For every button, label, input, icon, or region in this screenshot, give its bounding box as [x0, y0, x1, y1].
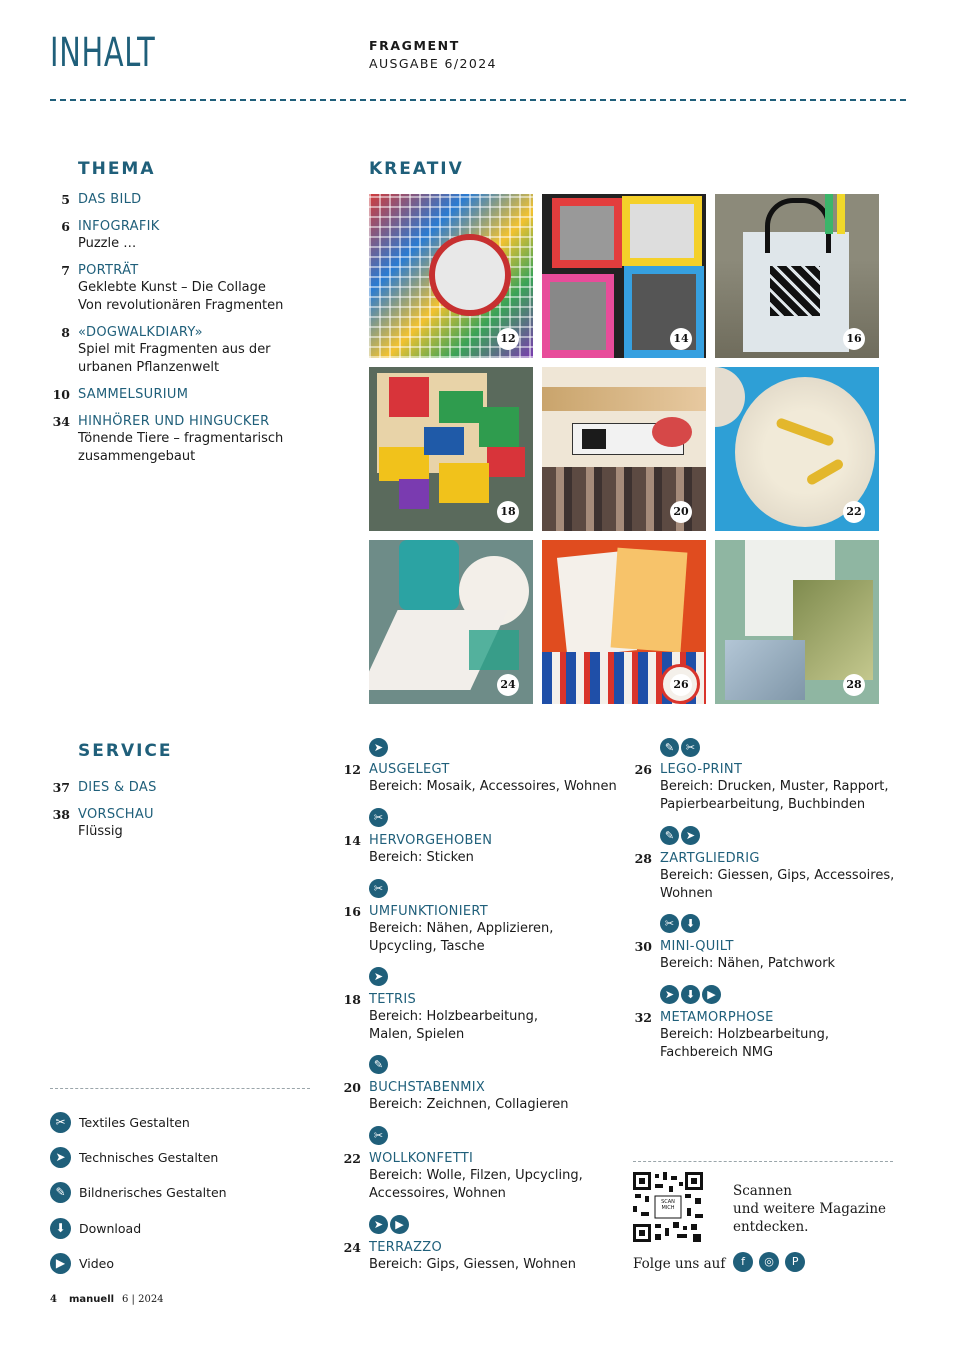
entry-subtitle: Geklebte Kunst – Die Collage: [78, 280, 266, 295]
toc-entry[interactable]: [61, 262, 284, 315]
thumb-mosaic[interactable]: [369, 194, 533, 358]
project-icons: [369, 1054, 390, 1074]
thema-heading: THEMA: [78, 159, 156, 179]
thumb-letter-collage[interactable]: [542, 367, 706, 531]
entry-subtitle: Malen, Spielen: [369, 1027, 465, 1042]
entry-title: METAMORPHOSE: [660, 1010, 774, 1025]
facebook-icon[interactable]: f: [733, 1252, 753, 1272]
project-entry[interactable]: [634, 1009, 830, 1062]
video-icon: ▶: [390, 1215, 409, 1234]
page-number: 5: [61, 192, 70, 207]
footer-brand: manuell: [69, 1294, 115, 1305]
legend-label: Technisches Gestalten: [79, 1150, 219, 1165]
qr-badge: SCAN MICH: [661, 1199, 675, 1211]
thumb-lego-print[interactable]: [542, 540, 706, 704]
project-entry[interactable]: [343, 1079, 569, 1114]
footer-issue: 6 | 2024: [122, 1294, 164, 1305]
toc-entry[interactable]: [52, 413, 284, 466]
project-icons: [660, 825, 702, 845]
project-icons: [369, 1214, 411, 1234]
qr-text-line: und weitere Magazine: [733, 1201, 887, 1217]
bildnerisches-icon: ✎: [369, 1055, 388, 1074]
service-heading: SERVICE: [78, 741, 173, 761]
follow-label: Folge uns auf: [633, 1256, 726, 1272]
thumb-page-number: 12: [497, 328, 519, 350]
entry-title: AUSGELEGT: [369, 762, 450, 777]
entry-subtitle: Tönende Tiere – fragmentarisch: [78, 431, 284, 446]
entry-title: SAMMELSURIUM: [78, 387, 189, 402]
technisches-icon: ➤: [50, 1147, 71, 1168]
project-entry[interactable]: [343, 991, 539, 1044]
page-number: 16: [343, 904, 361, 919]
project-icons: [660, 737, 702, 757]
page-number: 34: [52, 414, 70, 429]
legend-item: [50, 1253, 115, 1275]
technisches-icon: ➤: [369, 738, 388, 757]
entry-title: UMFUNKTIONIERT: [369, 904, 488, 919]
project-icons: [369, 807, 390, 827]
download-icon: ⬇: [681, 914, 700, 933]
project-entry[interactable]: [634, 938, 836, 973]
legend-item: [50, 1147, 219, 1169]
entry-subtitle: Bereich: Holzbearbeitung,: [369, 1009, 539, 1024]
textiles-icon: ✂: [681, 738, 700, 757]
magazine-issue: AUSGABE 6/2024: [369, 56, 497, 71]
page-number: 6: [61, 219, 70, 234]
project-entry[interactable]: [634, 850, 895, 903]
page-number: 37: [52, 780, 70, 795]
legend-label: Video: [79, 1256, 115, 1271]
project-entry[interactable]: [343, 1150, 583, 1203]
textiles-icon: ✂: [369, 1126, 388, 1145]
entry-title: DAS BILD: [78, 192, 142, 207]
page-number: 12: [343, 762, 361, 777]
technisches-icon: ➤: [660, 985, 679, 1004]
toc-entry[interactable]: [61, 218, 160, 253]
page-number: 24: [343, 1240, 361, 1255]
entry-subtitle: urbanen Pflanzenwelt: [78, 360, 220, 375]
entry-subtitle: Accessoires, Wohnen: [369, 1186, 506, 1201]
technisches-icon: ➤: [681, 826, 700, 845]
magazine-name: FRAGMENT: [369, 38, 460, 53]
project-icons: [369, 737, 390, 757]
entry-subtitle: Flüssig: [78, 824, 123, 839]
page-number: 38: [52, 807, 70, 822]
thumb-page-number: 22: [843, 501, 865, 523]
qr-text-line: entdecken.: [733, 1219, 809, 1235]
entry-subtitle: Papierbearbeitung, Buchbinden: [660, 797, 866, 812]
project-icons: [369, 966, 390, 986]
thumb-page-number: 14: [670, 328, 692, 350]
entry-subtitle: Bereich: Giessen, Gips, Accessoires,: [660, 868, 895, 883]
technisches-icon: ➤: [369, 967, 388, 986]
legend-item: [50, 1218, 142, 1240]
textiles-icon: ✂: [660, 914, 679, 933]
textiles-icon: ✂: [50, 1112, 71, 1133]
bildnerisches-icon: ✎: [660, 738, 679, 757]
thumb-tetris[interactable]: [369, 367, 533, 531]
entry-subtitle: Bereich: Nähen, Applizieren,: [369, 921, 554, 936]
footer-page-number: 4: [50, 1294, 57, 1305]
entry-subtitle: zusammengebaut: [78, 449, 196, 464]
entry-subtitle: Spiel mit Fragmenten aus der: [78, 342, 271, 357]
entry-title: TETRIS: [369, 992, 417, 1007]
entry-subtitle: Bereich: Drucken, Muster, Rapport,: [660, 779, 889, 794]
entry-title: WOLLKONFETTI: [369, 1151, 474, 1166]
legend-divider: [50, 1088, 310, 1089]
entry-subtitle: Bereich: Sticken: [369, 850, 474, 865]
toc-entry[interactable]: [52, 806, 154, 841]
project-icons: [369, 878, 390, 898]
entry-subtitle: Wohnen: [660, 886, 713, 901]
project-entry[interactable]: [343, 761, 617, 796]
kreativ-heading: KREATIV: [369, 159, 464, 179]
legend-label: Download: [79, 1221, 142, 1236]
thumb-tote-bag[interactable]: [715, 194, 879, 358]
page-number: 10: [52, 387, 70, 402]
entry-subtitle: Bereich: Nähen, Patchwork: [660, 956, 836, 971]
textiles-icon: ✂: [369, 808, 388, 827]
entry-title: DIES & DAS: [78, 780, 157, 795]
project-entry[interactable]: [343, 832, 493, 867]
thumb-page-number: 20: [670, 501, 692, 523]
legend-label: Textiles Gestalten: [79, 1115, 190, 1130]
entry-title: PORTRÄT: [78, 263, 139, 278]
page-number: 14: [343, 833, 361, 848]
page-number: 26: [634, 762, 652, 777]
video-icon: ▶: [50, 1253, 71, 1274]
entry-title: BUCHSTABENMIX: [369, 1080, 486, 1095]
bildnerisches-icon: ✎: [660, 826, 679, 845]
textiles-icon: ✂: [369, 879, 388, 898]
page-number: 7: [61, 263, 70, 278]
toc-entry[interactable]: [52, 779, 157, 796]
project-entry[interactable]: [634, 761, 889, 814]
bildnerisches-icon: ✎: [50, 1182, 71, 1203]
entry-subtitle: Bereich: Holzbearbeitung,: [660, 1027, 830, 1042]
entry-title: INFOGRAFIK: [78, 219, 160, 234]
page-number: 32: [634, 1010, 652, 1025]
project-icons: [660, 984, 723, 1004]
page-number: 22: [343, 1151, 361, 1166]
download-icon: ⬇: [50, 1218, 71, 1239]
entry-subtitle: Bereich: Gips, Giessen, Wohnen: [369, 1257, 576, 1272]
thumb-page-number: 26: [670, 674, 692, 696]
page-title: INHALT: [50, 30, 156, 76]
entry-title: HERVORGEHOBEN: [369, 833, 493, 848]
social-links: [733, 1251, 806, 1272]
entry-title: VORSCHAU: [78, 807, 154, 822]
project-icons: [660, 913, 702, 933]
technisches-icon: ➤: [369, 1215, 388, 1234]
project-entry[interactable]: [343, 1239, 576, 1274]
page-number: 18: [343, 992, 361, 1007]
thumb-page-number: 28: [843, 674, 865, 696]
thumb-page-number: 18: [497, 501, 519, 523]
page-number: 30: [634, 939, 652, 954]
entry-title: LEGO-PRINT: [660, 762, 743, 777]
thumb-felt-confetti[interactable]: [715, 367, 879, 531]
video-icon: ▶: [702, 985, 721, 1004]
entry-subtitle: Puzzle …: [78, 236, 137, 251]
entry-title: «DOGWALKDIARY»: [78, 325, 203, 340]
page-number: 28: [634, 851, 652, 866]
page-number: 8: [61, 325, 70, 340]
entry-title: MINI-QUILT: [660, 939, 734, 954]
qr-code[interactable]: [633, 1172, 703, 1242]
toc-entry[interactable]: [61, 324, 271, 377]
thumb-terrazzo[interactable]: [369, 540, 533, 704]
qr-text-line: Scannen: [733, 1183, 792, 1199]
legend-label: Bildnerisches Gestalten: [79, 1185, 227, 1200]
download-icon: ⬇: [681, 985, 700, 1004]
entry-subtitle: Von revolutionären Fragmenten: [78, 298, 284, 313]
page-number: 20: [343, 1080, 361, 1095]
header-divider: [50, 99, 906, 101]
instagram-icon[interactable]: ◎: [759, 1252, 779, 1272]
thumb-plaster-casts[interactable]: [715, 540, 879, 704]
thumb-page-number: 24: [497, 674, 519, 696]
thumb-page-number: 16: [843, 328, 865, 350]
toc-entry[interactable]: [61, 191, 142, 208]
qr-text: [733, 1182, 886, 1236]
entry-title: TERRAZZO: [369, 1240, 443, 1255]
project-entry[interactable]: [343, 903, 554, 956]
legend-item: [50, 1182, 227, 1204]
entry-subtitle: Bereich: Wolle, Filzen, Upcycling,: [369, 1168, 583, 1183]
entry-title: ZARTGLIEDRIG: [660, 851, 760, 866]
entry-subtitle: Upcycling, Tasche: [369, 939, 485, 954]
entry-subtitle: Bereich: Mosaik, Accessoires, Wohnen: [369, 779, 617, 794]
legend-item: [50, 1112, 190, 1134]
project-icons: [369, 1125, 390, 1145]
entry-subtitle: Fachbereich NMG: [660, 1045, 774, 1060]
qr-divider: [633, 1161, 893, 1162]
entry-title: HINHÖRER UND HINGUCKER: [78, 414, 270, 429]
toc-entry[interactable]: [52, 386, 189, 403]
entry-subtitle: Bereich: Zeichnen, Collagieren: [369, 1097, 569, 1112]
thumb-stitched-portraits[interactable]: [542, 194, 706, 358]
pinterest-icon[interactable]: P: [785, 1252, 805, 1272]
